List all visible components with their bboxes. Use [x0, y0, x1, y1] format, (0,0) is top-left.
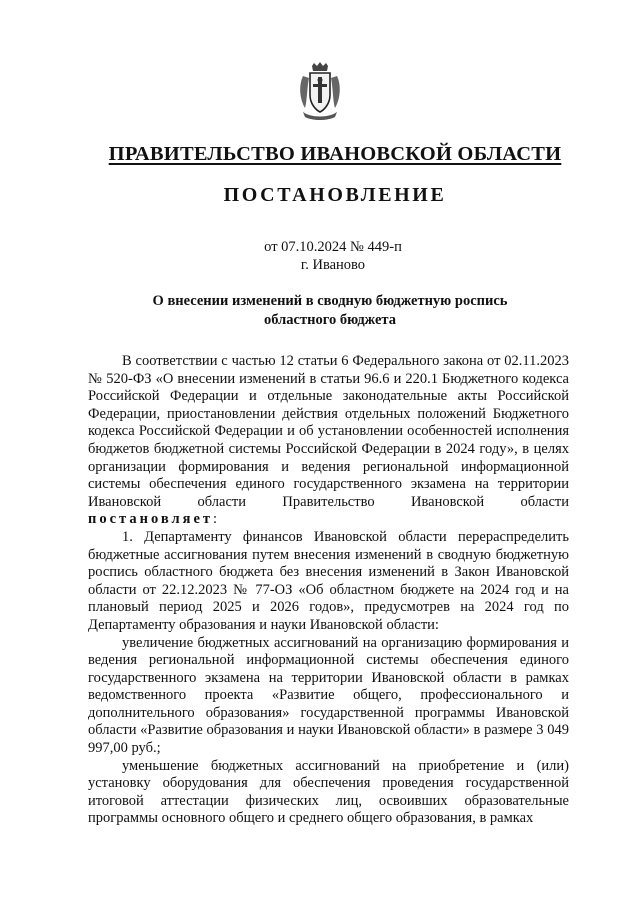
document-date-number: от 07.10.2024 № 449-п: [264, 239, 402, 255]
document-body: [88, 353, 569, 828]
document-city: г. Иваново: [300, 257, 366, 273]
paragraph-1-text: В соответствии с частью 12 статьи 6 Федерального закона от 02.11.2023 № 520-ФЗ «О внесении изменений в статьи 96.6 и 220.1 Бюджетного кодекса Российской Федерации и отдельные законодательные акты Российской Федерации, приостановлении действия отдельных положений Бюджетного кодекса Российской Федерации и об установлении особенностей исполнения бюджетов бюджетной системы Российской Федерации в 2024 году», в целях организации формирования и ведения региональной информационной системы обеспечения единого государственного экзамена на территории Ивановской области Правительство Ивановской области: [88, 353, 569, 510]
subject-line-2: областного бюджета: [264, 312, 396, 328]
government-title: ПРАВИТЕЛЬСТВО ИВАНОВСКОЙ ОБЛАСТИ: [108, 143, 562, 165]
body-paragraph-4: уменьшение бюджетных ассигнований на приобретение и (или) установку оборудования для обеспечения проведения государственной итоговой аттестации физических лиц, освоивших образовательные программы основного общего и среднего общего образования, в рамках: [88, 757, 569, 827]
resolution-keyword: постановляет: [88, 511, 214, 528]
body-paragraph-2: 1. Департаменту финансов Ивановской области перераспределить бюджетные ассигнования путем внесения изменений в сводную бюджетную роспись областного бюджета без внесения изменений в Закон Ивановской области от 22.12.2023 № 77-ОЗ «Об областном бюджете на 2024 год и на плановый период 2025 и 2026 годов», предусмотрев на 2024 год по Департаменту образования и науки Ивановской области:: [88, 528, 569, 633]
paragraph-1-end: :: [213, 511, 218, 528]
body-paragraph-3: увеличение бюджетных ассигнований на организацию формирования и ведения региональной информационной системы обеспечения единого государственного экзамена на территории Ивановской области в рамках ведомственного проекта «Развитие общего, профессионального и дополнительного образования» государственной программы Ивановской области «Развитие образования и науки Ивановской области» в размере 3 049 997,00 руб.;: [88, 634, 569, 757]
document-type-heading: ПОСТАНОВЛЕНИЕ: [223, 184, 447, 206]
document-subject: [120, 292, 540, 330]
body-paragraph-1: [88, 353, 569, 529]
coat-of-arms-emblem: [297, 62, 343, 122]
subject-line-1: О внесении изменений в сводную бюджетную роспись: [152, 293, 508, 309]
